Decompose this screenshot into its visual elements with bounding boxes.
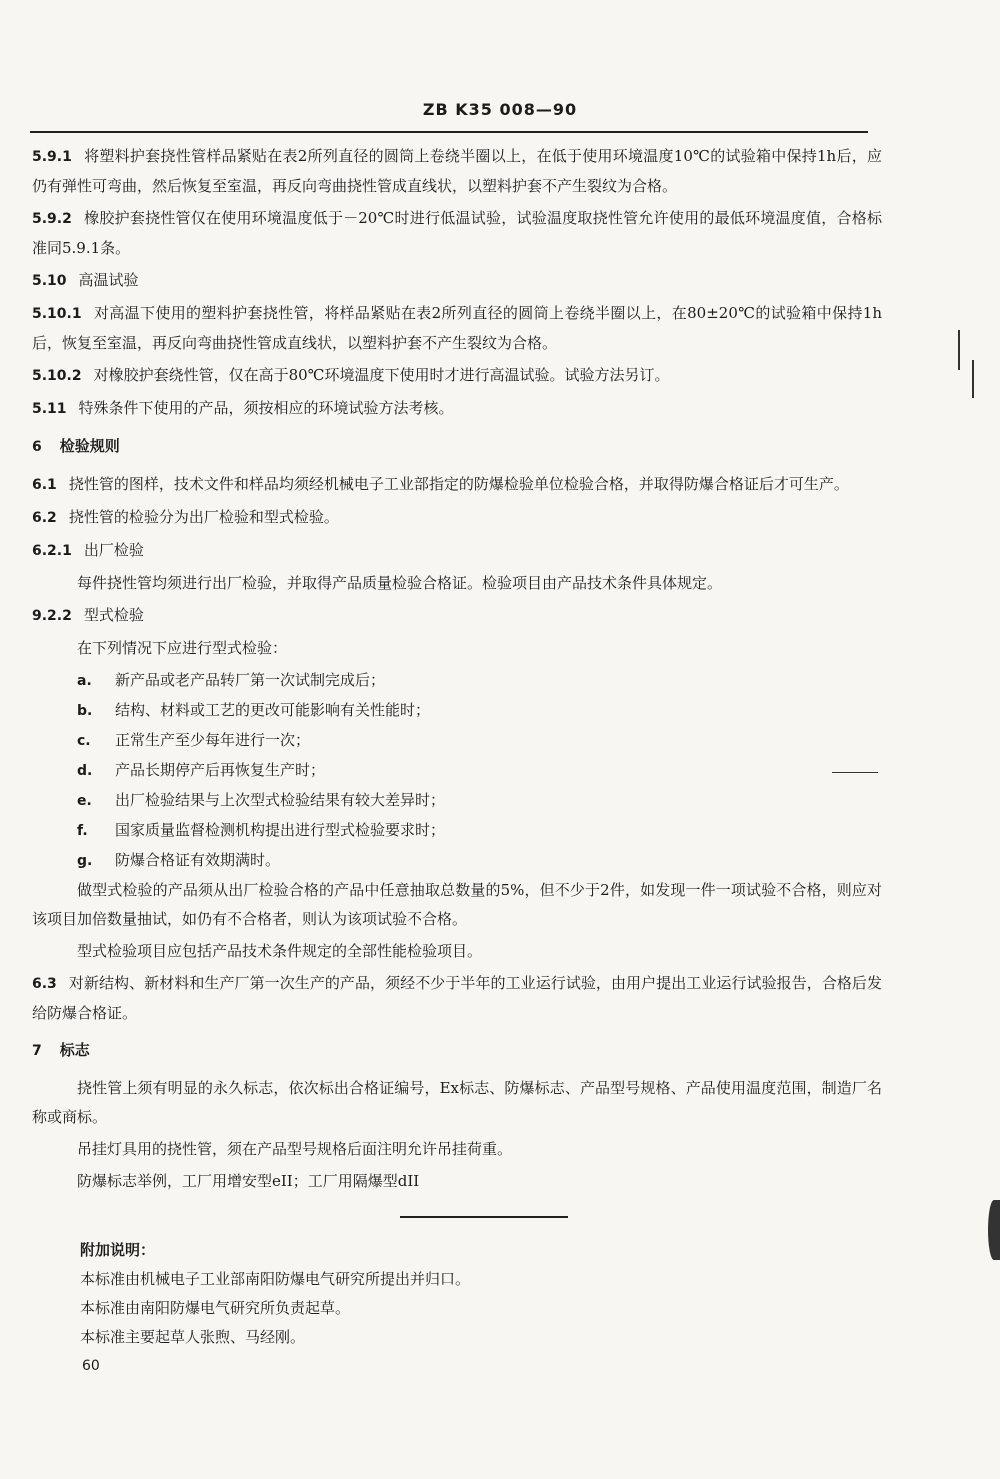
section-title: 标志 <box>59 1041 90 1059</box>
list-item-label: g. <box>77 853 93 869</box>
clause-text: 特殊条件下使用的产品，须按相应的环境试验方法考核。 <box>78 399 454 417</box>
clause-number: 6.2.1 <box>32 543 72 559</box>
indented-paragraph: 防爆标志举例，工厂用增安型eII；工厂用隔爆型dII <box>77 1172 420 1190</box>
clause-text: 高温试验 <box>78 271 139 289</box>
indented-paragraph: 吊挂灯具用的挠性管，须在产品型号规格后面注明允许吊挂荷重。 <box>77 1140 513 1158</box>
body-content <box>32 142 882 1199</box>
list-item-label: f. <box>77 823 88 839</box>
section-number: 7 <box>32 1043 42 1059</box>
clause-number: 5.11 <box>32 401 67 417</box>
clause-text: 对高温下使用的塑料护套挠性管，将样品紧贴在表2所列直径的圆筒上卷绕半圈以上，在80±20℃的试验箱中保持1h后，恢复至室温，再反向弯曲挠性管成直线状，以塑料护套不产生裂纹为合格。 <box>32 304 882 352</box>
clause-number: 6.3 <box>32 976 57 992</box>
notes-line: 本标准由南阳防爆电气研究所负责起草。 <box>80 1299 351 1317</box>
clause-text: 出厂检验 <box>83 541 144 559</box>
clause-paragraph <box>32 394 882 424</box>
clause-text: 挠性管的检验分为出厂检验和型式检验。 <box>68 508 339 526</box>
list-item <box>77 696 882 726</box>
list-item <box>77 816 882 846</box>
standard-code-header: ZB K35 008—90 <box>422 100 578 119</box>
clause-paragraph <box>32 142 882 201</box>
header-rule <box>30 131 868 133</box>
clause-paragraph <box>32 266 882 296</box>
indented-paragraph: 每件挠性管均须进行出厂检验，并取得产品质量检验合格证。检验项目由产品技术条件具体规定。 <box>77 574 723 592</box>
additional-notes <box>80 1236 880 1352</box>
clause-text: 对新结构、新材料和生产厂第一次生产的产品，须经不少于半年的工业运行试验，由用户提出工业运行试验报告，合格后发给防爆合格证。 <box>32 974 882 1022</box>
section-number: 6 <box>32 439 42 455</box>
list-item <box>77 756 882 786</box>
clause-text: 对橡胶护套绕性管，仅在高于80℃环境温度下使用时才进行高温试验。试验方法另订。 <box>93 366 670 384</box>
list-item <box>77 846 882 876</box>
clause-number: 5.10 <box>32 273 67 289</box>
list-item-label: d. <box>77 763 93 779</box>
notes-line: 本标准由机械电子工业部南阳防爆电气研究所提出并归口。 <box>80 1270 471 1288</box>
clause-paragraph <box>32 470 882 500</box>
clause-paragraph <box>32 503 882 533</box>
clause-number: 9.2.2 <box>32 608 72 624</box>
clause-text: 型式检验 <box>83 606 144 624</box>
list-item-text: 国家质量监督检测机构提出进行型式检验要求时； <box>115 821 446 839</box>
list-item-text: 结构、材料或工艺的更改可能影响有关性能时； <box>115 701 431 719</box>
clause-paragraph <box>32 969 882 1028</box>
clause-paragraph <box>32 299 882 358</box>
list-item-label: c. <box>77 733 91 749</box>
list-item <box>77 726 882 756</box>
condition-list <box>77 666 882 876</box>
indented-paragraph: 挠性管上须有明显的永久标志，依次标出合格证编号，Ex标志、防爆标志、产品型号规格、产品使用温度范围，制造厂名称或商标。 <box>32 1079 882 1126</box>
clause-paragraph <box>32 601 882 631</box>
indented-paragraph: 在下列情况下应进行型式检验： <box>77 639 288 657</box>
indented-paragraph: 做型式检验的产品须从出厂检验合格的产品中任意抽取总数量的5%，但不少于2件，如发现一件一项试验不合格，则应对该项目加倍数量抽试，如仍有不合格者，则认为该项试验不合格。 <box>32 881 882 928</box>
clause-text: 挠性管的图样，技术文件和样品均须经机械电子工业部指定的防爆检验单位检验合格，并取得防爆合格证后才可生产。 <box>68 475 849 493</box>
list-item-text: 新产品或老产品转厂第一次试制完成后； <box>115 671 386 689</box>
scan-mark <box>972 360 974 398</box>
clause-number: 6.1 <box>32 477 57 493</box>
clause-paragraph <box>32 204 882 263</box>
list-item-label: b. <box>77 703 93 719</box>
section-heading <box>32 432 882 462</box>
clause-text: 将塑料护套挠性管样品紧贴在表2所列直径的圆筒上卷绕半圈以上，在低于使用环境温度10℃的试验箱中保持1h后，应仍有弹性可弯曲，然后恢复至室温，再反向弯曲挠性管成直线状，以塑料护套不产生裂纹为合格。 <box>32 147 882 195</box>
clause-number: 5.9.2 <box>32 211 72 227</box>
scan-mark <box>958 330 960 370</box>
list-item-label: e. <box>77 793 92 809</box>
notes-line: 本标准主要起草人张煦、马经刚。 <box>80 1328 306 1346</box>
clause-number: 5.9.1 <box>32 149 72 165</box>
page-number: 60 <box>82 1358 100 1374</box>
clause-paragraph <box>32 361 882 391</box>
list-item-text: 产品长期停产后再恢复生产时； <box>115 761 326 779</box>
indented-paragraph: 型式检验项目应包括产品技术条件规定的全部性能检验项目。 <box>77 942 483 960</box>
list-item-text: 防爆合格证有效期满时。 <box>115 851 281 869</box>
list-item <box>77 666 882 696</box>
clause-paragraph <box>32 536 882 566</box>
end-separator <box>400 1216 568 1218</box>
notes-title: 附加说明： <box>80 1241 156 1259</box>
scan-mark <box>988 1200 1000 1260</box>
clause-number: 6.2 <box>32 510 57 526</box>
list-item-text: 正常生产至少每年进行一次； <box>115 731 311 749</box>
scan-mark <box>832 772 878 773</box>
clause-number: 5.10.1 <box>32 306 82 322</box>
clause-text: 橡胶护套挠性管仅在使用环境温度低于－20℃时进行低温试验，试验温度取挠性管允许使用的最低环境温度值，合格标准同5.9.1条。 <box>32 209 882 257</box>
section-heading <box>32 1036 882 1066</box>
list-item <box>77 786 882 816</box>
list-item-label: a. <box>77 673 92 689</box>
section-title: 检验规则 <box>59 437 120 455</box>
list-item-text: 出厂检验结果与上次型式检验结果有较大差异时； <box>115 791 446 809</box>
clause-number: 5.10.2 <box>32 368 82 384</box>
